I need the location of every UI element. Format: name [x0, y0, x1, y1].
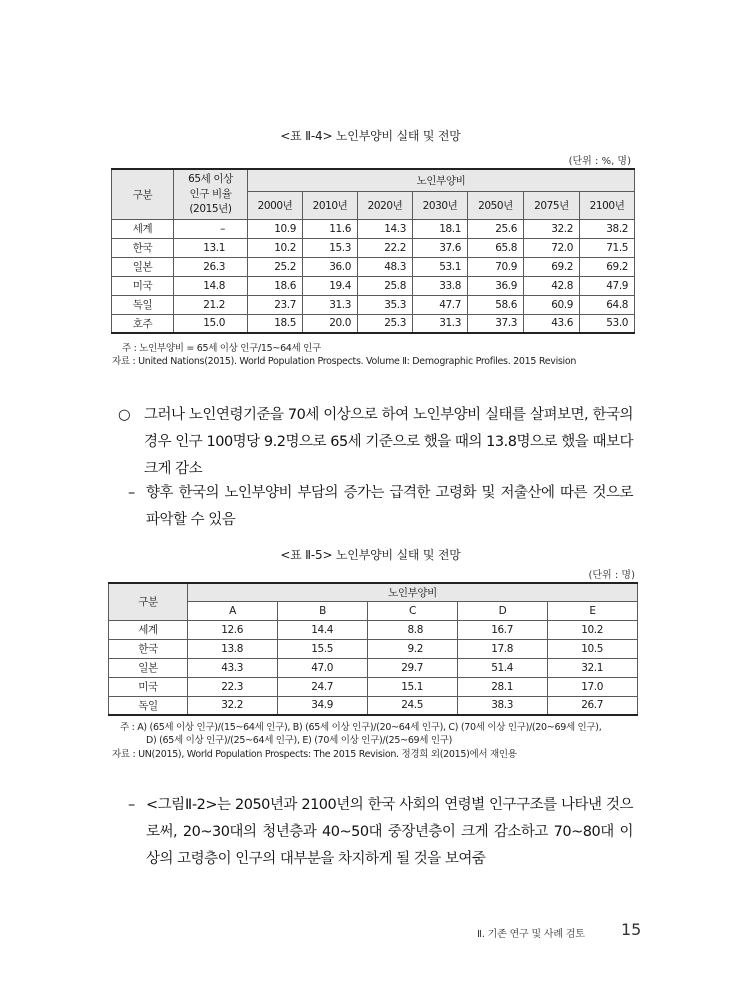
table-cell: 15.1 — [368, 677, 458, 696]
table-cell: 37.6 — [413, 238, 468, 257]
table-cell: 69.2 — [524, 257, 580, 276]
ratio-cell: 26.3 — [174, 257, 248, 276]
table-cell: 8.8 — [368, 620, 458, 639]
table4-year-header: 2010년 — [303, 191, 358, 219]
paragraph-3 — [126, 792, 633, 873]
table5-column-header: C — [368, 601, 458, 620]
table-cell: 17.8 — [458, 639, 548, 658]
table-cell: 47.7 — [413, 295, 468, 314]
table4 — [111, 168, 635, 334]
table-row — [112, 219, 635, 238]
row-label: 독일 — [109, 696, 188, 715]
table-cell: 31.3 — [303, 295, 358, 314]
table-cell: 43.6 — [524, 314, 580, 333]
ratio-cell: 21.2 — [174, 295, 248, 314]
table4-year-header: 2030년 — [413, 191, 468, 219]
table-cell: 35.3 — [358, 295, 413, 314]
table-cell: 24.5 — [368, 696, 458, 715]
dash-bullet: – — [128, 797, 135, 813]
table-cell: 60.9 — [524, 295, 580, 314]
table-cell: 32.2 — [188, 696, 278, 715]
row-label: 한국 — [112, 238, 174, 257]
table4-year-header: 2050년 — [468, 191, 524, 219]
table-cell: 22.3 — [188, 677, 278, 696]
table4-note: 주 : 노인부양비 = 65세 이상 인구/15~64세 인구 — [122, 343, 321, 354]
table-cell: 72.0 — [524, 238, 580, 257]
table-cell: 9.2 — [368, 639, 458, 658]
table-cell: 47.0 — [278, 658, 368, 677]
table5-caption: <표 Ⅱ-5> 노인부양비 실태 및 전망 — [280, 548, 461, 562]
table-cell: 71.5 — [580, 238, 635, 257]
table-cell: 25.3 — [358, 314, 413, 333]
table-cell: 51.4 — [458, 658, 548, 677]
table4-source: 자료 : United Nations(2015). World Population Prospects. Volume Ⅱ: Demographic Profiles. 2015 Revision — [112, 356, 577, 367]
ratio-cell: 15.0 — [174, 314, 248, 333]
table-cell: 53.0 — [580, 314, 635, 333]
paragraph-2 — [126, 480, 633, 534]
table5-note-2: D) (65세 이상 인구)/(25~64세 인구), E) (70세 이상 인구)/(25~69세 인구) — [146, 735, 453, 746]
table-row — [112, 314, 635, 333]
table-cell: 10.5 — [548, 639, 638, 658]
row-label: 일본 — [112, 257, 174, 276]
table-cell: 43.3 — [188, 658, 278, 677]
page-number: 15 — [621, 920, 642, 939]
table-cell: 11.6 — [303, 219, 358, 238]
table-cell: 34.9 — [278, 696, 368, 715]
table-cell: 20.0 — [303, 314, 358, 333]
table-cell: 48.3 — [358, 257, 413, 276]
table5-note-1: 주 : A) (65세 이상 인구)/(15~64세 인구), B) (65세 이상 인구)/(20~64세 인구), C) (70세 이상 인구)/(20~69세 인구), — [120, 722, 602, 733]
paragraph-1 — [113, 402, 633, 483]
table-cell: 18.1 — [413, 219, 468, 238]
table-cell: 32.2 — [524, 219, 580, 238]
table4-year-header: 2000년 — [248, 191, 303, 219]
table-cell: 16.7 — [458, 620, 548, 639]
table-cell: 26.7 — [548, 696, 638, 715]
row-label: 세계 — [109, 620, 188, 639]
table5 — [108, 582, 638, 716]
table-cell: 53.1 — [413, 257, 468, 276]
table-cell: 12.6 — [188, 620, 278, 639]
table-cell: 25.2 — [248, 257, 303, 276]
table-cell: 13.8 — [188, 639, 278, 658]
table-cell: 38.3 — [458, 696, 548, 715]
table-cell: 36.0 — [303, 257, 358, 276]
table-cell: 47.9 — [580, 276, 635, 295]
table-cell: 15.5 — [278, 639, 368, 658]
table5-header-group: 구분 — [109, 583, 188, 620]
table-cell: 17.0 — [548, 677, 638, 696]
table-cell: 28.1 — [458, 677, 548, 696]
table-cell: 38.2 — [580, 219, 635, 238]
paragraph-2-text: 향후 한국의 노인부양비 부담의 증가는 급격한 고령화 및 저출산에 따른 것으로 파악할 수 있음 — [146, 485, 633, 528]
table4-unit: (단위 : %, 명) — [568, 156, 631, 167]
row-label: 세계 — [112, 219, 174, 238]
table-cell: 23.7 — [248, 295, 303, 314]
table-cell: 64.8 — [580, 295, 635, 314]
ratio-cell: – — [174, 219, 248, 238]
table-row — [109, 677, 638, 696]
dash-bullet: – — [128, 485, 135, 501]
paragraph-1-text: 그러나 노인연령기준을 70세 이상으로 하여 노인부양비 실태를 살펴보면, 한국의 경우 인구 100명당 9.2명으로 65세 기준으로 했을 때의 13.8명으로 했을 때보다 크게 감소 — [144, 407, 633, 477]
table-cell: 10.2 — [248, 238, 303, 257]
table-cell: 70.9 — [468, 257, 524, 276]
row-label: 일본 — [109, 658, 188, 677]
table4-caption: <표 Ⅱ-4> 노인부양비 실태 및 전망 — [280, 129, 461, 143]
table-row — [109, 658, 638, 677]
table-cell: 58.6 — [468, 295, 524, 314]
table-row — [112, 276, 635, 295]
table5-column-header: B — [278, 601, 368, 620]
table-cell: 10.9 — [248, 219, 303, 238]
table-cell: 14.4 — [278, 620, 368, 639]
table-cell: 65.8 — [468, 238, 524, 257]
table4-header-span: 노인부양비 — [248, 169, 635, 191]
ratio-cell: 14.8 — [174, 276, 248, 295]
table-row — [112, 257, 635, 276]
table-row — [109, 639, 638, 658]
table5-column-header: E — [548, 601, 638, 620]
table-cell: 69.2 — [580, 257, 635, 276]
row-label: 독일 — [112, 295, 174, 314]
table4-header-group: 구분 — [112, 169, 174, 219]
table5-source: 자료 : UN(2015), World Population Prospects: The 2015 Revision. 정경희 외(2015)에서 재인용 — [112, 749, 517, 760]
row-label: 호주 — [112, 314, 174, 333]
table5-column-header: A — [188, 601, 278, 620]
table-cell: 18.6 — [248, 276, 303, 295]
circle-bullet: ○ — [118, 407, 131, 423]
row-label: 한국 — [109, 639, 188, 658]
table-cell: 25.6 — [468, 219, 524, 238]
table-cell: 19.4 — [303, 276, 358, 295]
table-cell: 29.7 — [368, 658, 458, 677]
footer-section: Ⅱ. 기존 연구 및 사례 검토 — [477, 929, 585, 940]
table-cell: 36.9 — [468, 276, 524, 295]
table-row — [112, 295, 635, 314]
table4-header-ratio: 65세 이상 인구 비율 (2015년) — [174, 169, 248, 219]
table4-year-header: 2020년 — [358, 191, 413, 219]
table-cell: 14.3 — [358, 219, 413, 238]
row-label: 미국 — [112, 276, 174, 295]
table-cell: 33.8 — [413, 276, 468, 295]
table-row — [109, 620, 638, 639]
table-cell: 22.2 — [358, 238, 413, 257]
table-row — [109, 696, 638, 715]
table-cell: 37.3 — [468, 314, 524, 333]
table-cell: 32.1 — [548, 658, 638, 677]
table5-unit: (단위 : 명) — [588, 570, 635, 581]
table-cell: 15.3 — [303, 238, 358, 257]
table-cell: 10.2 — [548, 620, 638, 639]
table5-column-header: D — [458, 601, 548, 620]
table-cell: 25.8 — [358, 276, 413, 295]
ratio-cell: 13.1 — [174, 238, 248, 257]
table5-header-span: 노인부양비 — [188, 583, 638, 601]
table-cell: 42.8 — [524, 276, 580, 295]
table4-year-header: 2075년 — [524, 191, 580, 219]
table-row — [112, 238, 635, 257]
row-label: 미국 — [109, 677, 188, 696]
table-cell: 24.7 — [278, 677, 368, 696]
table-cell: 18.5 — [248, 314, 303, 333]
paragraph-3-text: <그림Ⅱ-2>는 2050년과 2100년의 한국 사회의 연령별 인구구조를 나타낸 것으로써, 20~30대의 청년층과 40~50대 중장년층이 크게 감소하고 70~80대 이상의 고령층이 인구의 대부분을 차지하게 될 것을 보여줌 — [146, 797, 633, 867]
table-cell: 31.3 — [413, 314, 468, 333]
table4-year-header: 2100년 — [580, 191, 635, 219]
